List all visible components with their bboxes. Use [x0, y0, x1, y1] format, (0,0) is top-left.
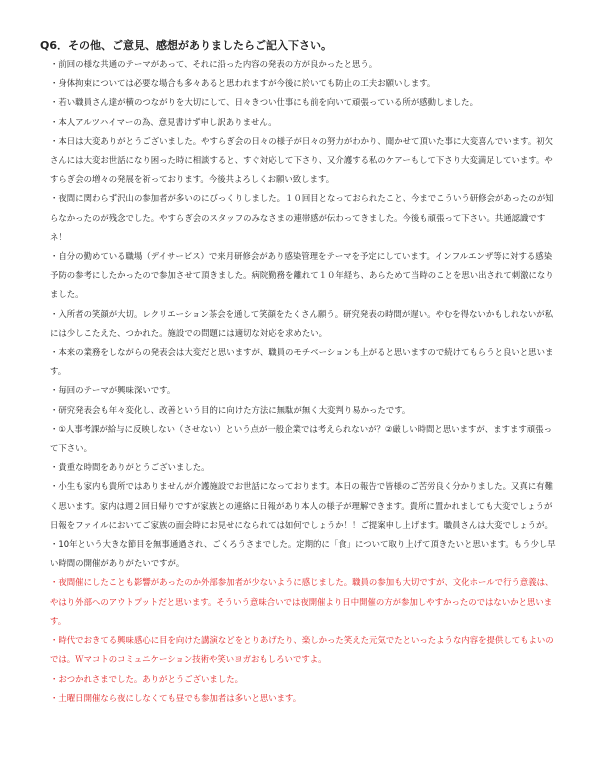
comment-item: ・若い職員さん達が横のつながりを大切にして、日々きつい仕事にも前を向いて頑張っている所が感動しました。 — [50, 97, 478, 108]
comment-list — [50, 55, 559, 708]
comment-item: ・小生も家内も貴所ではありませんが介護施設でお世話になっております。本日の報告で皆様のご苦労良く分かりました。又真に有難く思います。家内は週２回日帰りですが家族との連絡に日報があり本人の様子が理解できます。貴所に置かれましても大変でしょうが日報をファイルにおいてご家族の面会時にお見せになられては如何でしょうか！！ご提案申し上げます。職員さんは大変でしょうが。 — [50, 481, 554, 530]
comment-item: ・10年という大きな節目を無事通過され、ごくろうさまでした。定期的に「食」について取り上げて頂きたいと思います。もう少し早い時間の開催がありがたいですが。 — [50, 539, 556, 569]
comment-item: ・毎回のテーマが興味深いです。 — [50, 385, 176, 396]
comment-item: ・研究発表会も年々変化し、改善という目的に向けた方法に無駄が無く大変判り易かったです。 — [50, 404, 411, 415]
comment-item: ・身体拘束については必要な場合も多々あると思われますが今後に於いても防止の工夫お願いします。 — [50, 78, 436, 89]
comment-item: ・本人アルツハイマーの為、意見書けず申し訳ありません。 — [50, 116, 277, 127]
comment-item: ・①人事考課が給与に反映しない（させない）という点が一般企業では考えられないが？②厳しい時間と思いますが、ますます頑張って下さい。 — [50, 423, 552, 454]
comment-item: ・おつかれさまでした。ありがとうございました。 — [50, 673, 243, 684]
comment-item: ・本日は大変ありがとうございました。やすらぎ会の日々の様子が日々の努力がわかり、聞かせて頂いた事に大変喜んでいます。初欠さんには大変お世話になり困った時に相談すると、すぐ対応して下さり、又介護する私のケアーもして下さり大変満足しています。やすらぎ会の増々の発展を祈っております。今後共よろしくお願い致します。 — [50, 135, 554, 185]
comment-item: ・自分の勤めている職場（デイサービス）で来月研修会があり感染管理をテーマを予定にしています。インフルエンザ等に対する感染予防の参考にしたかったので参加させて頂きました。病院勤務を離れて１０年経ち、あらためて当時のことを思い出されて刺激になりました。 — [50, 251, 554, 300]
comment-item: ・夜間に関わらず沢山の参加者が多いのにびっくりしました。１０回目となっておられたこと、今までこういう研修会があったのが知らなかったのが残念でした。やすらぎ会のスタッフのみなさまの連帯感が伝わってきました。今後も頑張って下さい。共通認識ですネ！ — [50, 193, 554, 242]
question-heading: Q6．その他、ご意見、感想がありましたらご記入下さい。 — [40, 39, 333, 52]
comment-item: ・入所者の笑顔が大切。レクリエーション茶会を通して笑顔をたくさん願う。研究発表の時間が遅い。やむを得ないかもしれないが私には少しこたえた、つかれた。施設での問題には適切な対応を求めたい。 — [50, 308, 554, 338]
comment-item: ・時代でおきてる興味感心に目を向けた講演などをとりあげたり、楽しかった笑えた元気でたといったような内容を提供してもよいのでは。Ｗマコトのコミュニケーション技術や笑いヨガおもしろいですよ。 — [50, 635, 554, 665]
comment-item: ・前回の様な共通のテーマがあって、それに沿った内容の発表の方が良かったと思う。 — [50, 59, 378, 69]
comment-item: ・本来の業務をしながらの発表会は大変だと思いますが、職員のモチベーションも上がると思いますので続けてもらうと良いと思います。 — [50, 347, 554, 377]
comment-item: ・土曜日開催なら夜にしなくても昼でも参加者は多いと思います。 — [50, 692, 302, 703]
comment-item: ・夜間催にしたことも影響があったのか外部参加者が少ないように感じました。職員の参加も大切ですが、文化ホールで行う意義は、やはり外部へのアウトプットだと思います。そういう意味合いでは夜開催より日中開催の方が参加しやすかったのではないかと思います。 — [50, 577, 554, 626]
comment-item: ・貴重な時間をありがとうございました。 — [50, 462, 210, 473]
